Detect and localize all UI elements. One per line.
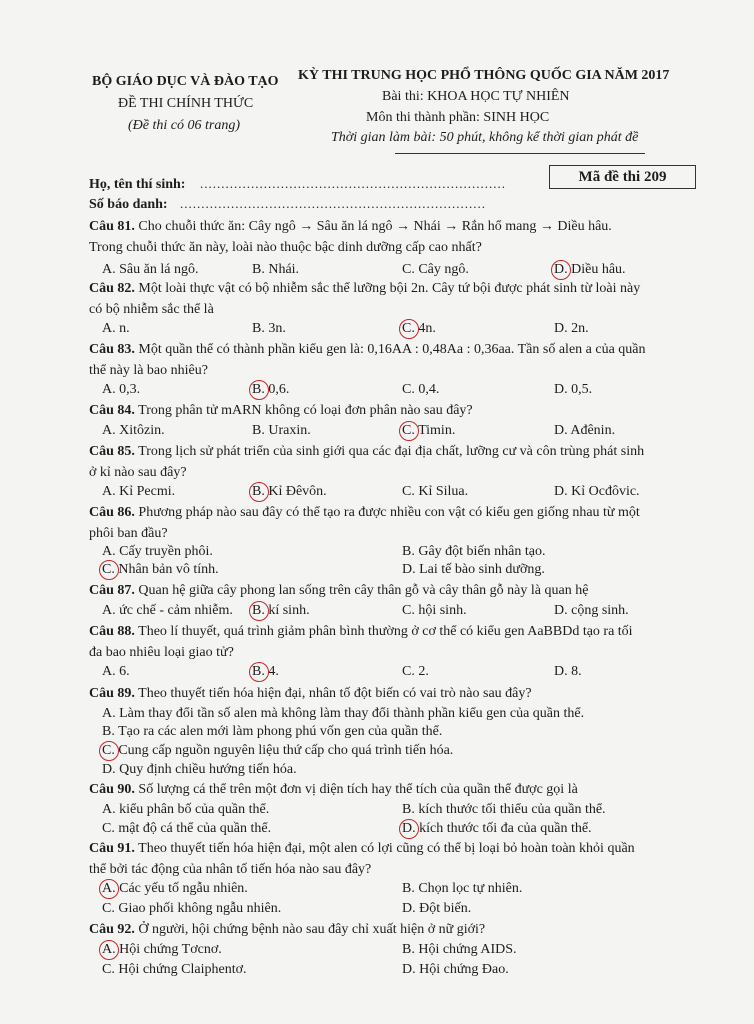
option-letter: B. [252, 321, 265, 336]
option-text: Xitôzin. [115, 423, 165, 438]
option-letter: B. [252, 423, 265, 438]
answer-option[interactable] [402, 901, 471, 917]
circled-answer-mark: D. [402, 821, 416, 836]
question-text: Một loài thực vật có bộ nhiễm sắc thể lưỡng bội 2n. Cây tứ bội được phát sinh từ loài này [134, 281, 641, 296]
question-stem [89, 583, 588, 599]
question-number: Câu 89. [89, 686, 135, 701]
option-text: mật độ cá thể của quần thể. [114, 821, 272, 836]
circled-answer-mark: C. [102, 743, 115, 758]
option-text: ức chế - cảm nhiễm. [115, 603, 233, 618]
question-text: Cho chuỗi thức ăn: Cây ngô → Sâu ăn lá ngô → Nhái → Rắn hổ mang → Diều hâu. [134, 219, 612, 234]
option-letter: B. [402, 942, 415, 957]
option-letter: D. [402, 962, 416, 977]
option-letter: A. [102, 706, 116, 721]
option-letter: B. [402, 802, 415, 817]
option-letter: D. [554, 603, 568, 618]
answer-option[interactable] [402, 881, 522, 897]
answer-option[interactable] [402, 664, 429, 680]
option-text: Cung cấp nguồn nguyên liệu thứ cấp cho quá trình tiến hóa. [114, 743, 454, 758]
answer-option[interactable] [402, 562, 545, 578]
exam-title: KỲ THI TRUNG HỌC PHỔ THÔNG QUỐC GIA NĂM 2017 [298, 68, 670, 83]
answer-option[interactable] [102, 962, 246, 978]
answer-option[interactable] [102, 603, 233, 619]
answer-option[interactable] [102, 821, 271, 837]
option-text: Hội chứng Claiphentơ. [114, 962, 247, 977]
question-number: Câu 92. [89, 922, 135, 937]
answer-option[interactable] [554, 423, 615, 439]
option-text: Cây ngô. [414, 262, 469, 277]
answer-option[interactable] [102, 743, 453, 759]
ministry-title: BỘ GIÁO DỤC VÀ ĐÀO TẠO [92, 74, 279, 89]
answer-option[interactable] [102, 901, 281, 917]
question-text: Theo thuyết tiến hóa hiện đại, một alen có lợi cũng có thể bị loại bỏ hoàn toàn khỏi quần [134, 841, 635, 856]
candidate-name-label: Họ, tên thí sinh: [89, 177, 186, 192]
option-text: Hội chứng Đao. [415, 962, 509, 977]
time-note: Thời gian làm bài: 50 phút, không kể thời gian phát đề [331, 130, 639, 145]
question-stem-continued: đa bao nhiêu loại giao tử? [89, 645, 234, 660]
answer-option[interactable] [402, 962, 509, 978]
option-text: Quy định chiều hướng tiến hóa. [115, 762, 297, 777]
option-letter: B. [402, 544, 415, 559]
option-text: Hội chứng Tơcnơ. [115, 942, 222, 957]
option-letter: C. [402, 262, 415, 277]
option-text: Cấy truyền phôi. [115, 544, 213, 559]
option-letter: A. [102, 544, 116, 559]
answer-option[interactable] [554, 262, 626, 278]
option-letter: A. [102, 664, 116, 679]
option-text: Lai tế bào sinh dưỡng. [415, 562, 545, 577]
question-number: Câu 85. [89, 444, 135, 459]
option-text: Tạo ra các alen mới làm phong phú vốn gen của quần thể. [114, 724, 443, 739]
answer-option[interactable] [252, 321, 286, 337]
pages-note: (Đề thi có 06 trang) [128, 118, 240, 133]
option-letter: B. [252, 262, 265, 277]
option-text: Timin. [414, 423, 456, 438]
question-text: Số lượng cá thể trên một đơn vị diện tích hay thể tích của quần thể được gọi là [134, 782, 578, 797]
option-letter: C. [102, 901, 115, 916]
answer-option[interactable] [554, 603, 629, 619]
option-text: Diều hâu. [567, 262, 626, 277]
candidate-id-dots: ........................................................................ [180, 196, 486, 211]
question-stem [89, 403, 473, 419]
header-divider [395, 153, 645, 154]
answer-option[interactable] [402, 942, 517, 958]
option-text: cộng sinh. [567, 603, 629, 618]
option-text: Làm thay đổi tần số alen mà không làm thay đổi thành phần kiểu gen của quần thể. [115, 706, 585, 721]
answer-option[interactable] [102, 423, 165, 439]
answer-option[interactable] [402, 544, 545, 560]
option-text: 8. [567, 664, 582, 679]
answer-option[interactable] [554, 664, 582, 680]
question-stem-continued: thể này là bao nhiêu? [89, 363, 208, 378]
answer-option[interactable] [102, 484, 175, 500]
candidate-name-dots: ........................................................................ [200, 176, 506, 191]
question-number: Câu 88. [89, 624, 135, 639]
option-text: 2n. [567, 321, 589, 336]
answer-option[interactable] [102, 382, 140, 398]
question-stem [89, 342, 646, 358]
answer-option[interactable] [102, 942, 222, 958]
option-text: 0,4. [414, 382, 440, 397]
option-text: n. [115, 321, 130, 336]
circled-answer-mark: C. [102, 562, 115, 577]
answer-option[interactable] [554, 382, 592, 398]
answer-option[interactable] [102, 881, 248, 897]
option-text: Kỉ Ocđôvic. [567, 484, 640, 499]
question-number: Câu 83. [89, 342, 135, 357]
option-text: Các yếu tố ngẫu nhiên. [115, 881, 248, 896]
answer-option[interactable] [402, 321, 436, 337]
option-letter: B. [102, 724, 115, 739]
question-text: Theo thuyết tiến hóa hiện đại, nhân tố đột biến có vai trò nào sau đây? [134, 686, 532, 701]
option-letter: C. [402, 382, 415, 397]
question-number: Câu 86. [89, 505, 135, 520]
option-text: Kỉ Silua. [414, 484, 469, 499]
option-letter: C. [402, 603, 415, 618]
option-text: Uraxin. [264, 423, 311, 438]
question-number: Câu 91. [89, 841, 135, 856]
option-text: 0,3. [115, 382, 141, 397]
option-text: Nhân bản vô tính. [114, 562, 219, 577]
answer-option[interactable] [102, 664, 130, 680]
answer-option[interactable] [252, 382, 289, 398]
answer-option[interactable] [402, 603, 467, 619]
circled-answer-mark: A. [102, 881, 116, 896]
question-text: Quan hệ giữa cây phong lan sống trên cây thân gỗ và cây thân gỗ này là quan hệ [134, 583, 589, 598]
option-letter: D. [554, 423, 568, 438]
answer-option[interactable] [402, 802, 606, 818]
option-text: 6. [115, 664, 130, 679]
option-letter: C. [102, 821, 115, 836]
option-letter: D. [402, 901, 416, 916]
answer-option[interactable] [554, 484, 640, 500]
question-stem [89, 782, 578, 798]
question-stem-continued: ở kỉ nào sau đây? [89, 465, 187, 480]
option-text: Ađênin. [567, 423, 616, 438]
question-stem [89, 686, 532, 702]
option-text: 3n. [264, 321, 286, 336]
answer-option[interactable] [402, 423, 455, 439]
question-stem [89, 505, 640, 521]
question-stem [89, 281, 640, 297]
option-text: 4n. [414, 321, 436, 336]
circled-answer-mark: D. [554, 262, 568, 277]
question-stem-continued: Trong chuỗi thức ăn này, loài nào thuộc bậc dinh dưỡng cấp cao nhất? [89, 240, 482, 255]
option-text: Sâu ăn lá ngô. [115, 262, 199, 277]
question-text: Trong lịch sử phát triển của sinh giới qua các đại địa chất, lưỡng cư và côn trùng phát sinh [134, 444, 645, 459]
option-text: Giao phối không ngẫu nhiên. [114, 901, 282, 916]
question-number: Câu 84. [89, 403, 135, 418]
answer-option[interactable] [102, 802, 269, 818]
option-letter: C. [402, 664, 415, 679]
answer-option[interactable] [252, 664, 279, 680]
circled-answer-mark: C. [402, 423, 415, 438]
circled-answer-mark: B. [252, 603, 265, 618]
answer-option[interactable] [402, 382, 439, 398]
option-letter: D. [554, 664, 568, 679]
paper-title: Bài thi: KHOA HỌC TỰ NHIÊN [382, 89, 570, 104]
question-number: Câu 81. [89, 219, 135, 234]
option-letter: D. [402, 562, 416, 577]
answer-option[interactable] [252, 603, 310, 619]
question-text: Phương pháp nào sau đây có thể tạo ra được nhiều con vật có kiểu gen giống nhau từ một [134, 505, 640, 520]
answer-option[interactable] [102, 262, 198, 278]
option-text: Gây đột biến nhân tạo. [414, 544, 546, 559]
option-letter: D. [554, 382, 568, 397]
circled-answer-mark: C. [402, 321, 415, 336]
option-text: 0,6. [264, 382, 290, 397]
option-text: hội sinh. [414, 603, 467, 618]
answer-option[interactable] [402, 821, 592, 837]
option-letter: B. [402, 881, 415, 896]
option-text: 0,5. [567, 382, 593, 397]
option-letter: C. [402, 484, 415, 499]
exam-code-box: Mã đề thi 209 [549, 165, 696, 189]
question-stem [89, 624, 633, 640]
question-stem [89, 922, 485, 938]
option-text: Kỉ Đêvôn. [264, 484, 327, 499]
question-stem [89, 219, 612, 235]
question-text: Một quần thể có thành phần kiểu gen là: 0,16AA : 0,48Aa : 0,36aa. Tần số alen a của quần [134, 342, 646, 357]
question-text: Theo lí thuyết, quá trình giảm phân bình thường ở cơ thể có kiểu gen AaBBDd tạo ra tối [134, 624, 633, 639]
option-letter: D. [102, 762, 116, 777]
option-letter: A. [102, 321, 116, 336]
candidate-id-label: Số báo danh: [89, 197, 168, 212]
circled-answer-mark: A. [102, 942, 116, 957]
answer-option[interactable] [102, 706, 584, 722]
option-text: kiểu phân bố của quần thể. [115, 802, 270, 817]
question-stem [89, 841, 635, 857]
answer-option[interactable] [402, 262, 469, 278]
question-stem-continued: có bộ nhiễm sắc thể là [89, 302, 214, 317]
answer-option[interactable] [554, 321, 589, 337]
circled-answer-mark: B. [252, 484, 265, 499]
option-text: 4. [264, 664, 279, 679]
option-text: kích thước tối đa của quần thể. [415, 821, 592, 836]
answer-option[interactable] [252, 262, 299, 278]
question-number: Câu 82. [89, 281, 135, 296]
answer-option[interactable] [102, 562, 219, 578]
subject-title: Môn thi thành phần: SINH HỌC [366, 110, 550, 125]
answer-option[interactable] [252, 423, 311, 439]
option-letter: A. [102, 262, 116, 277]
option-text: 2. [414, 664, 429, 679]
answer-option[interactable] [102, 544, 213, 560]
question-text: Trong phân tử mARN không có loại đơn phân nào sau đây? [134, 403, 473, 418]
option-text: Nhái. [264, 262, 300, 277]
option-letter: A. [102, 484, 116, 499]
question-number: Câu 90. [89, 782, 135, 797]
option-text: kích thước tối thiểu của quần thể. [414, 802, 606, 817]
option-letter: A. [102, 423, 116, 438]
question-stem [89, 444, 644, 460]
option-text: Hội chứng AIDS. [414, 942, 517, 957]
answer-option[interactable] [402, 484, 468, 500]
circled-answer-mark: B. [252, 382, 265, 397]
answer-option[interactable] [102, 762, 297, 778]
option-text: Kỉ Pecmi. [115, 484, 176, 499]
option-letter: A. [102, 802, 116, 817]
question-stem-continued: phôi ban đầu? [89, 526, 168, 541]
option-text: Đột biến. [415, 901, 472, 916]
circled-answer-mark: B. [252, 664, 265, 679]
option-letter: C. [102, 962, 115, 977]
official-label: ĐỀ THI CHÍNH THỨC [118, 96, 254, 111]
option-letter: D. [554, 484, 568, 499]
option-text: Chọn lọc tự nhiên. [414, 881, 523, 896]
option-letter: D. [554, 321, 568, 336]
option-letter: A. [102, 603, 116, 618]
question-stem-continued: thể bởi tác động của nhân tố tiến hóa nào sau đây? [89, 862, 372, 877]
answer-option[interactable] [102, 321, 130, 337]
answer-option[interactable] [252, 484, 327, 500]
option-text: kí sinh. [264, 603, 310, 618]
option-letter: A. [102, 382, 116, 397]
question-number: Câu 87. [89, 583, 135, 598]
question-text: Ở người, hội chứng bệnh nào sau đây chỉ xuất hiện ở nữ giới? [134, 922, 486, 937]
answer-option[interactable] [102, 724, 442, 740]
